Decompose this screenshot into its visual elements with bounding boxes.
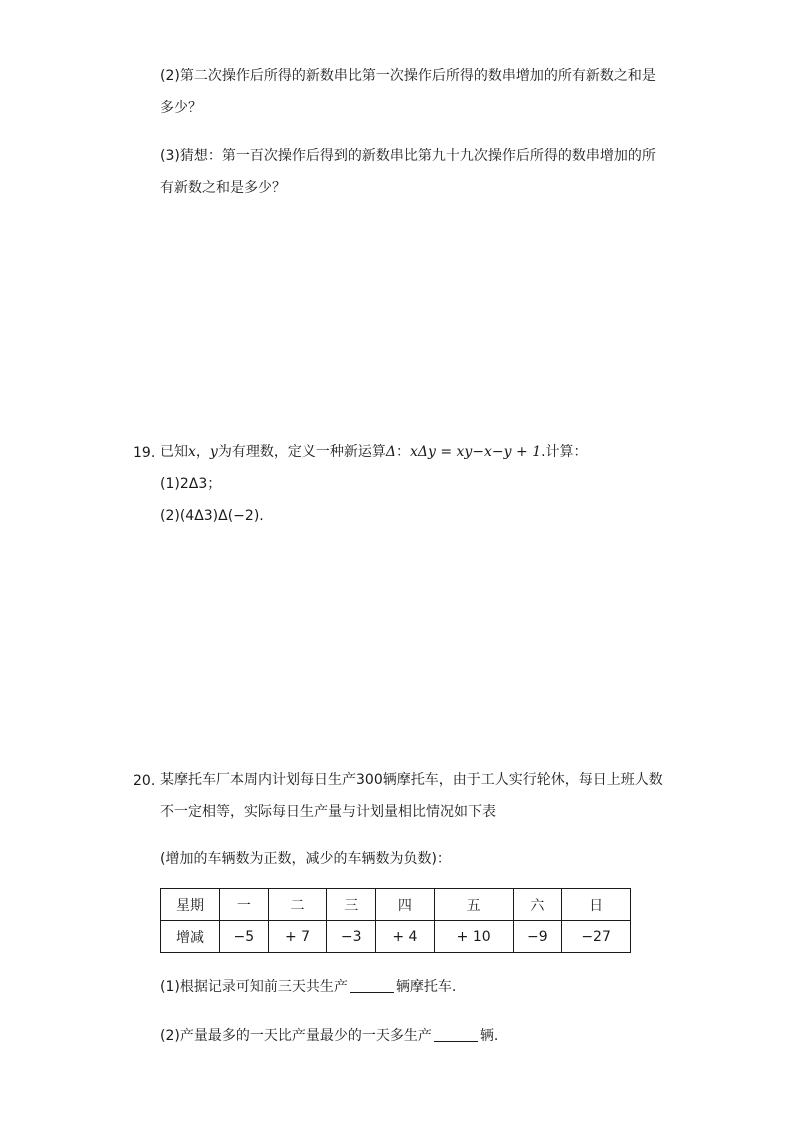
q20-sub2	[160, 1026, 498, 1046]
q19-part1: (1)2Δ3；	[160, 476, 222, 492]
q19-delta: Δ	[385, 444, 396, 460]
table-cell: 星期	[161, 889, 220, 921]
table-cell: 六	[513, 889, 562, 921]
q18-part3-line2: 有新数之和是多少？	[160, 180, 286, 196]
table-cell: −27	[562, 921, 631, 953]
q19-number: 19.	[133, 445, 156, 461]
table-cell: + 4	[376, 921, 435, 953]
q19-comma: ，	[195, 444, 210, 460]
table-cell: 日	[562, 889, 631, 921]
q20-stem-line2: 不一定相等，实际每日生产量与计划量相比情况如下表	[160, 804, 496, 820]
q19-part2: (2)(4Δ3)Δ(−2).	[160, 508, 264, 524]
table-cell: −5	[220, 921, 269, 953]
answer-blank[interactable]	[350, 978, 394, 993]
q19-stem-b: 为有理数，定义一种新运算	[217, 444, 386, 460]
table-cell: + 10	[434, 921, 513, 953]
q20-sub1	[160, 977, 456, 997]
table-cell: 一	[220, 889, 269, 921]
answer-blank[interactable]	[434, 1027, 478, 1042]
table-cell: 四	[376, 889, 435, 921]
q19-formula: xΔy = xy−x−y + 1	[409, 444, 542, 460]
q19-stem-a: 已知	[160, 444, 188, 460]
table-header-row	[161, 889, 631, 921]
q18-part2-line1: (2)第二次操作后所得的新数串比第一次操作后所得的数串增加的所有新数之和是	[160, 68, 656, 84]
table-cell: 五	[434, 889, 513, 921]
table-row	[161, 921, 631, 953]
table-cell: 三	[327, 889, 376, 921]
table-cell: −3	[327, 921, 376, 953]
q18-part2-line2: 多少？	[160, 100, 202, 116]
table-cell: + 7	[268, 921, 327, 953]
table-cell: 增减	[161, 921, 220, 953]
table-cell: 二	[268, 889, 327, 921]
q20-note: (增加的车辆数为正数，减少的车辆数为负数)：	[160, 851, 451, 867]
q19-stem-c: ：	[395, 444, 410, 460]
q20-sub2-text-a: (2)产量最多的一天比产量最少的一天多生产	[160, 1028, 432, 1044]
q20-number: 20.	[133, 773, 156, 789]
q20-sub1-text-a: (1)根据记录可知前三天共生产	[160, 979, 348, 995]
q20-sub2-text-b: 辆.	[479, 1028, 499, 1044]
q19-var-x: x	[188, 444, 196, 460]
q19-var-y: y	[209, 444, 218, 460]
q18-part3-line1: (3)猜想：第一百次操作后得到的新数串比第九十九次操作后所得的数串增加的所	[160, 148, 656, 164]
q19-stem-d: .计算：	[541, 444, 588, 460]
q20-sub1-text-b: 辆摩托车.	[395, 979, 457, 995]
q20-stem-line1: 某摩托车厂本周内计划每日生产300辆摩托车，由于工人实行轮休，每日上班人数	[160, 772, 663, 788]
production-table	[160, 888, 631, 953]
q19-stem	[160, 442, 588, 462]
table-cell: −9	[513, 921, 562, 953]
